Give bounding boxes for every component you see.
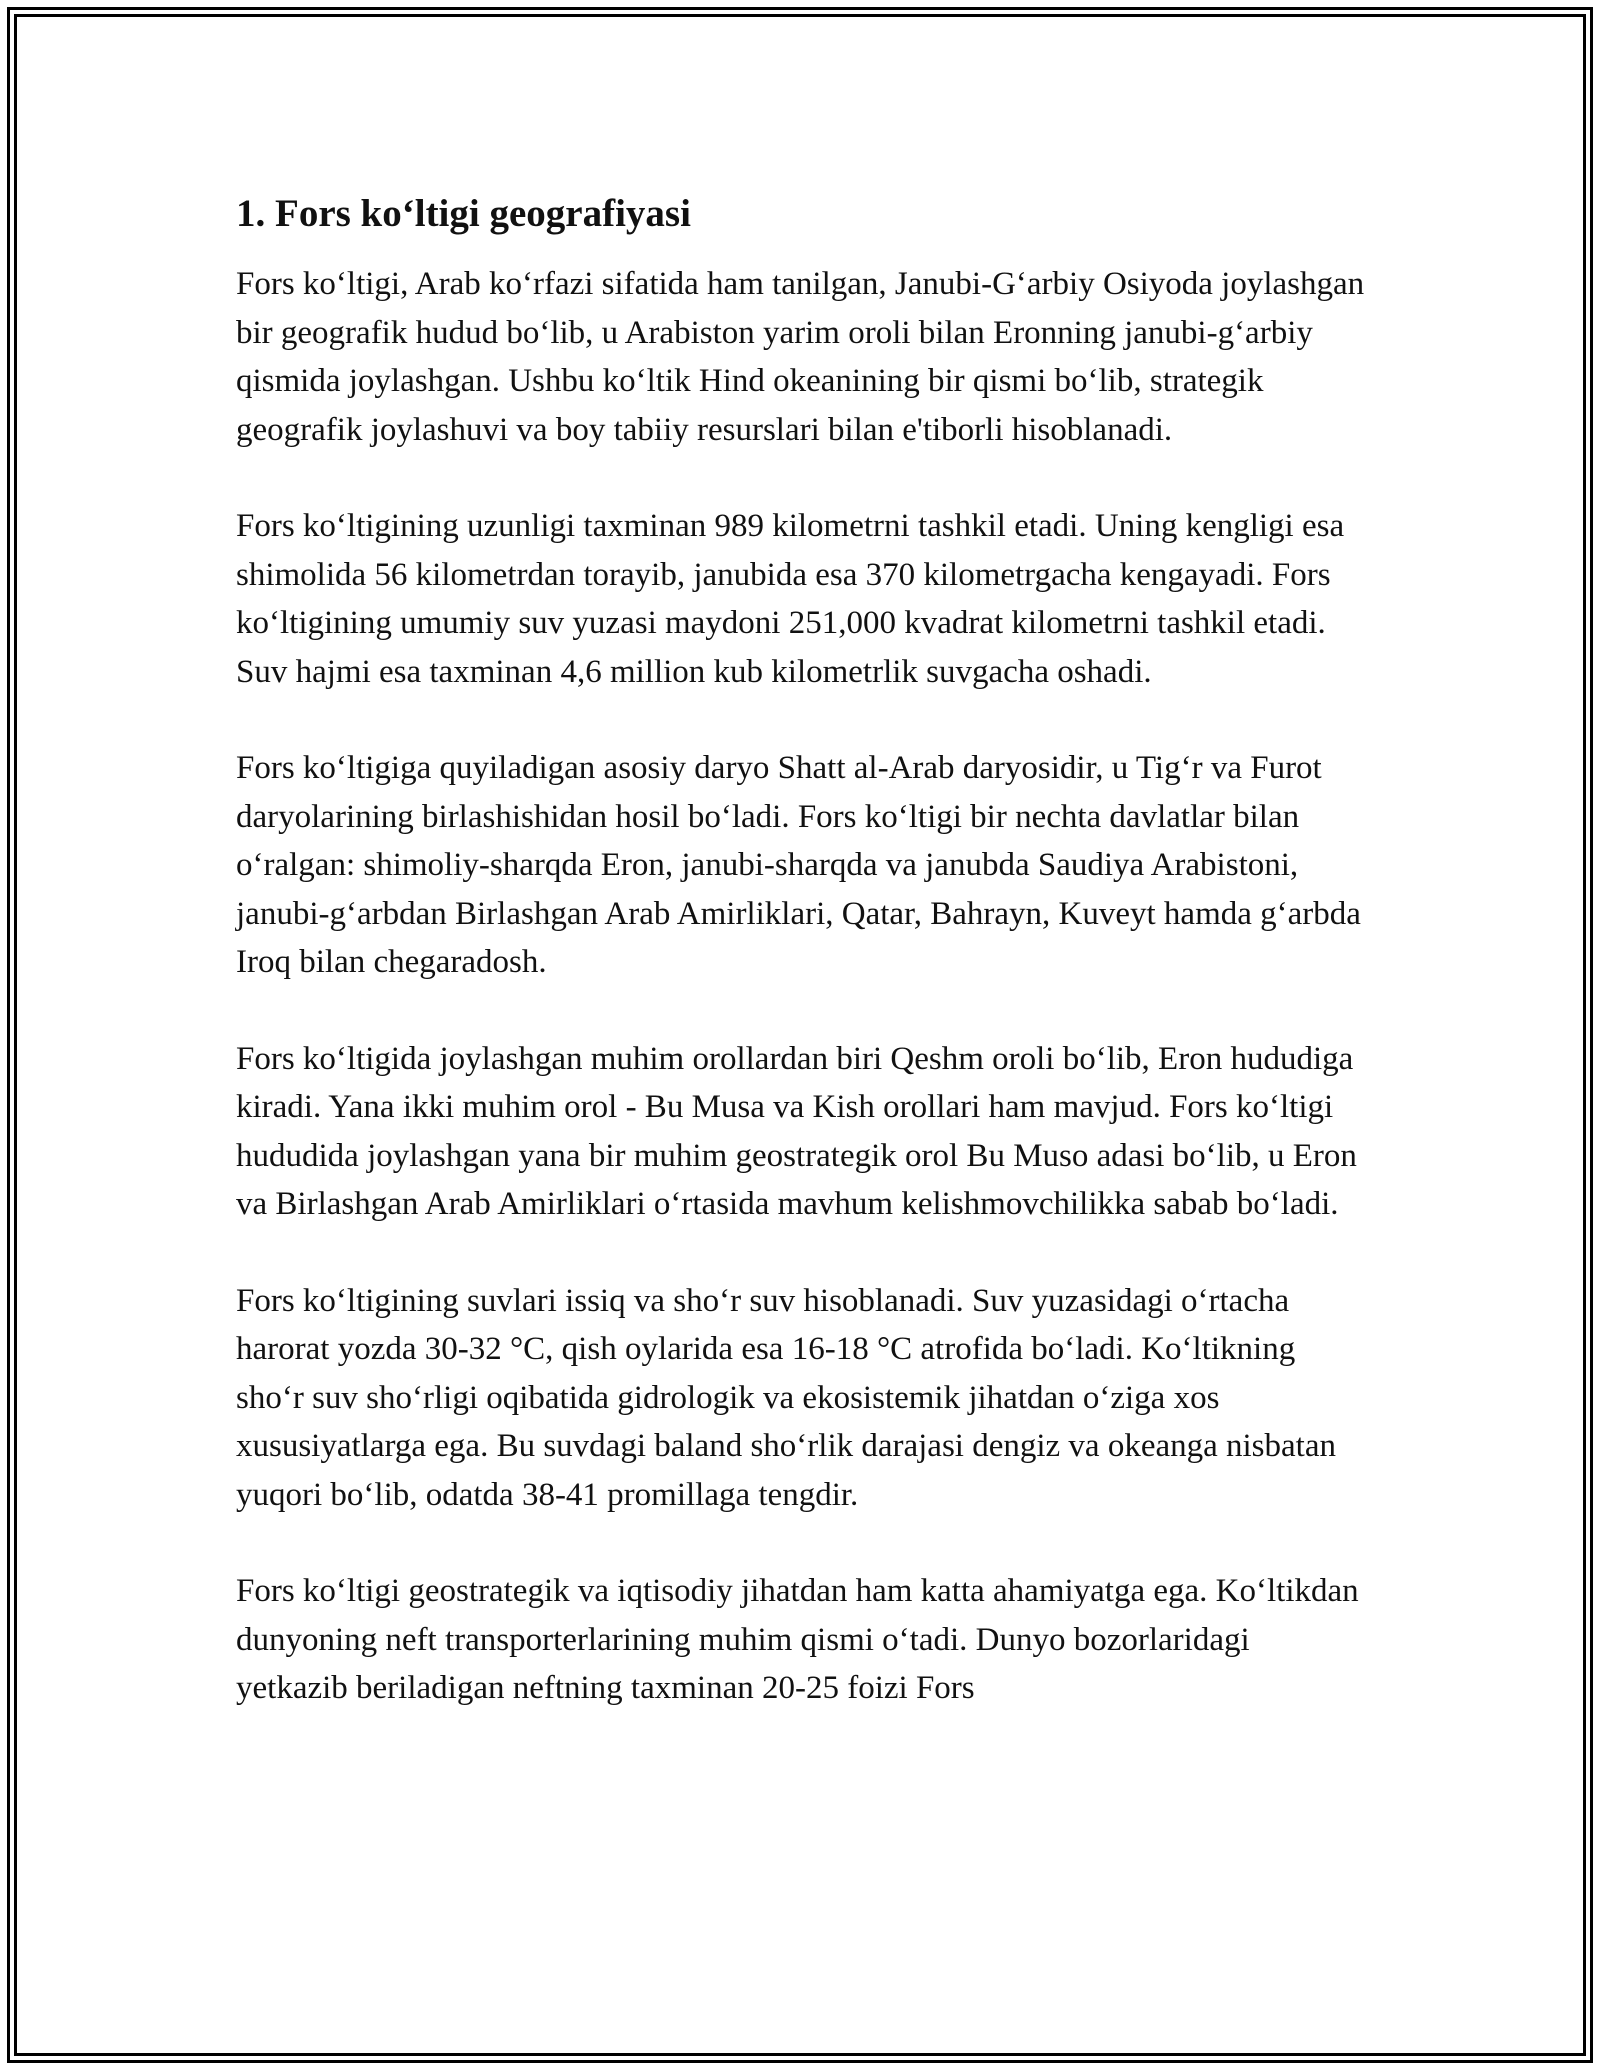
section-heading: 1. Fors ko‘ltigi geografiyasi [236,192,691,235]
paragraph: Fors ko‘ltigiga quyiladigan asosiy daryo Shatt al-Arab daryosidir, u Tig‘r va Furot daryolarining birlashishidan hosil bo‘ladi. Fors ko‘ltigi bir nechta davlatlar bilan o‘ralgan: shimoliy-sharqda Eron, janubi-sharqda va janubda Saudiya Arabistoni, janubi-g‘arbdan Birlashgan Arab Amirliklari, Qatar, Bahrayn, Kuveyt hamda g‘arbda Iroq bilan chegaradosh. [236,750,1361,980]
paragraph: Fors ko‘ltigida joylashgan muhim orollardan biri Qeshm oroli bo‘lib, Eron hududiga kiradi. Yana ikki muhim orol - Bu Musa va Kish orollari ham mavjud. Fors ko‘ltigi hududida joylashgan yana bir muhim geostrategik orol Bu Muso adasi bo‘lib, u Eron va Birlashgan Arab Amirliklari o‘rtasida mavhum kelishmovchilikka sabab bo‘ladi. [236,1040,1357,1222]
paragraph: Fors ko‘ltigining uzunligi taxminan 989 kilometrni tashkil etadi. Uning kengligi esa shimolida 56 kilometrdan torayib, janubida esa 370 kilometrgacha kengayadi. Fors ko‘ltigining umumiy suv yuzasi maydoni 251,000 kvadrat kilometrni tashkil etadi. Suv hajmi esa taxminan 4,6 million kub kilometrlik suvgacha oshadi. [236,508,1345,690]
paragraph: Fors ko‘ltigining suvlari issiq va sho‘r suv hisoblanadi. Suv yuzasidagi o‘rtacha harorat yozda 30-32 °C, qish oylarida esa 16-18 °C atrofida bo‘ladi. Ko‘ltikning sho‘r suv sho‘rligi oqibatida gidrologik va ekosistemik jihatdan o‘ziga xos xususiyatlarga ega. Bu suvdagi baland sho‘rlik darajasi dengiz va okeanga nisbatan yuqori bo‘lib, odatda 38-41 promillaga tengdir. [236,1282,1336,1513]
document-body [236,186,1366,1761]
paragraph: Fors ko‘ltigi geostrategik va iqtisodiy jihatdan ham katta ahamiyatga ega. Ko‘ltikdan dunyoning neft transporterlarining muhim qismi o‘tadi. Dunyo bozorlaridagi yetkazib beriladigan neftning taxminan 20-25 foizi Fors [236,1573,1359,1706]
paragraph: Fors ko‘ltigi, Arab ko‘rfazi sifatida ham tanilgan, Janubi-G‘arbiy Osiyoda joylashgan bir geografik hudud bo‘lib, u Arabiston yarim oroli bilan Eronning janubi-g‘arbiy qismida joylashgan. Ushbu ko‘ltik Hind okeanining bir qismi bo‘lib, strategik geografik joylashuvi va boy tabiiy resurslari bilan e'tiborli hisoblanadi. [236,266,1365,448]
